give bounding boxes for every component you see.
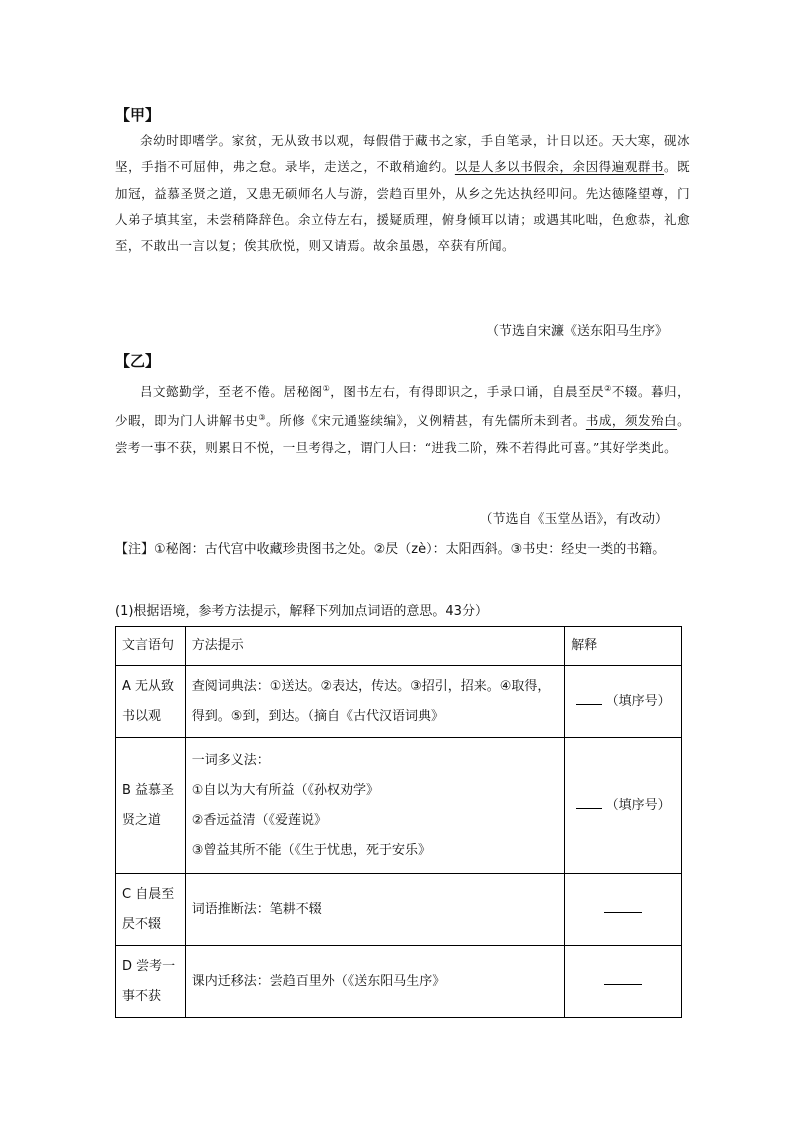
method-line: ②香远益清（《爱莲说》 <box>191 812 327 828</box>
passage-b-text-part5: 。尝考一事不获，则累日不悦，一旦考得之，谓门人曰：“进我二阶，殊不若得此可喜。”其好学类此。 <box>115 413 690 455</box>
passage-b-heading: 【乙】 <box>115 352 161 370</box>
answer-table <box>115 626 682 1018</box>
passage-b-source: （节选自《玉堂丛语》，有改动） <box>479 512 668 527</box>
row-method <box>185 874 564 946</box>
header-phrase: 文言语句 <box>116 627 186 666</box>
row-answer[interactable] <box>565 666 682 738</box>
method-line: 一词多义法： <box>191 752 270 768</box>
passage-b-text-part2: ，图书左右，有得即识之，手录口诵，自晨至昃 <box>330 384 605 400</box>
answer-hint: （填序号） <box>605 693 671 709</box>
passage-b-text-part4: 。所修《宋元通鉴续编》，义例精甚，有先儒所未到者。 <box>266 413 586 429</box>
footnote-mark-2: ② <box>604 384 612 393</box>
header-method: 方法提示 <box>185 627 564 666</box>
passage-b-text <box>115 376 690 461</box>
method-line: 查阅词典法：①送达。②表达，传达。③招引，招来。④取得，得到。⑤到，到达。（摘自《古代汉语词典》 <box>191 678 551 724</box>
row-phrase: B 益慕圣贤之道 <box>116 738 186 874</box>
row-phrase: A 无从致书以观 <box>116 666 186 738</box>
passage-b-text-part3: 不辍。暮归，少暇，即为门人讲解书史 <box>115 384 690 429</box>
method-line: ③曾益其所不能（《生于忧患，死于安乐》 <box>191 842 431 858</box>
row-method <box>185 946 564 1018</box>
row-answer[interactable] <box>565 738 682 874</box>
answer-blank[interactable] <box>604 898 642 913</box>
table-row <box>116 738 682 874</box>
header-answer: 解释 <box>565 627 682 666</box>
answer-blank[interactable] <box>604 970 642 985</box>
method-line: 词语推断法：笔耕不辍 <box>191 901 322 917</box>
table-row <box>116 946 682 1018</box>
footnote-mark-3: ③ <box>258 413 267 423</box>
method-line: 课内迁移法：尝趋百里外（《送东阳马生序》 <box>191 973 446 989</box>
passage-a-text-part2: 。既加冠，益慕圣贤之道，又患无硕师名人与游，尝趋百里外，从乡之先达执经叩问。先达德隆望尊，门人弟子填其室，未尝稍降辞色。余立侍左右，援疑质理，俯身倾耳以请；或遇其叱咄，色愈恭，礼愈至，不敢出一言以复；俟其欣悦，则又请焉。故余虽愚，卒获有所闻。 <box>115 159 691 254</box>
row-phrase: C 自晨至昃不辍 <box>116 874 186 946</box>
method-line: ①自以为大有所益（《孙权劝学》 <box>191 782 379 798</box>
footnote-mark-1: ① <box>322 384 331 393</box>
answer-hint: （填序号） <box>605 797 671 813</box>
row-method <box>185 666 564 738</box>
passage-a-text-part1: 余幼时即嗜学。家贫，无从致书以观，每假借于藏书之家，手自笔录，计日以还。天大寒，砚冰坚，手指不可屈伸，弗之怠。录毕，走送之，不敢稍逾约。 <box>115 133 690 175</box>
notes: 【注】①秘阁：古代宫中收藏珍贵图书之处。②昃（zè）：太阳西斜。③书史：经史一类的书籍。 <box>115 542 666 557</box>
row-method <box>185 738 564 874</box>
answer-blank[interactable] <box>576 794 602 809</box>
row-answer[interactable] <box>565 946 682 1018</box>
passage-a-underlined: 以是人多以书假余，余因得遍观群书 <box>454 159 665 175</box>
question-prompt: (1)根据语境，参考方法提示，解释下列加点词语的意思。43分） <box>115 604 488 619</box>
passage-b-underlined: 书成，须发殆白 <box>585 413 678 429</box>
row-answer[interactable] <box>565 874 682 946</box>
table-row <box>116 666 682 738</box>
passage-a-heading: 【甲】 <box>115 106 161 124</box>
answer-blank[interactable] <box>576 690 602 705</box>
row-phrase: D 尝考一事不获 <box>116 946 186 1018</box>
passage-a-text <box>115 128 690 259</box>
passage-a-source: （节选自宋濂《送东阳马生序》 <box>485 324 668 339</box>
passage-b-text-part1: 吕文懿勤学，至老不倦。居秘阁 <box>140 384 323 400</box>
table-header-row <box>116 627 682 666</box>
table-row <box>116 874 682 946</box>
